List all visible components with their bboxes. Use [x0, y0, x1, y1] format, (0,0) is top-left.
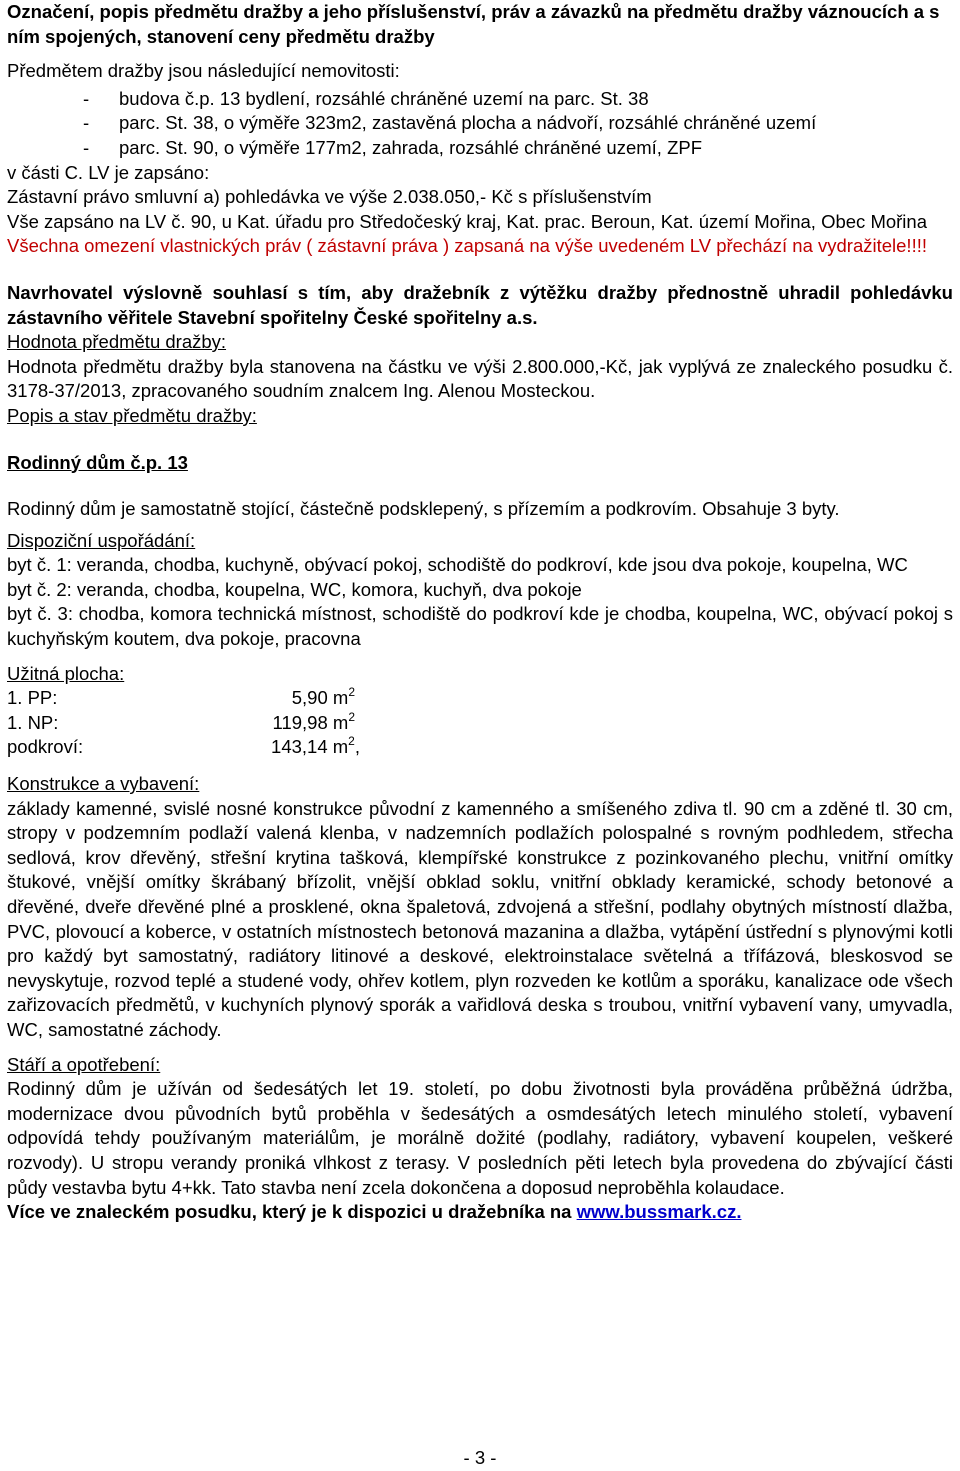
page-number: - 3 - — [463, 1447, 497, 1468]
house-description: Rodinný dům je samostatně stojící, částečně podsklepený, s přízemím a podkrovím. Obsahuje 3 byty. — [7, 498, 840, 520]
house-title: Rodinný dům č.p. 13 — [7, 451, 188, 473]
red-notice: Všechna omezení vlastnických práv ( zástavní práva ) zapsaná na výše uvedeném LV přechází na vydražitele!!!! — [7, 235, 927, 257]
flat-2: byt č. 2: veranda, chodba, koupelna, WC, komora, kuchyň, dva pokoje — [7, 578, 582, 600]
area-heading: Užitná plocha: — [7, 662, 125, 684]
area-row: 1. PP: 5,90 $m^2$ — [7, 685, 355, 709]
area-row: podkroví: 143,14 $m^2$, — [7, 734, 360, 758]
value-heading: Hodnota předmětu dražby: — [7, 331, 227, 353]
construction-heading: Konstrukce a vybavení: — [7, 773, 200, 795]
document-heading: Označení, popis předmětu dražby a jeho příslušenství, práv a závazků na předmětu dražby váznoucích a s ním spojených, stanovení ceny předmětu dražby — [7, 1, 940, 47]
area-row: 1. NP: 119,98 $m^2$ — [7, 709, 355, 733]
age-text: Rodinný dům je užíván od šedesátých let 19. století, po dobu životnosti byla prováděna průběžná údržba, modernizace dvou původních bytů proběhla v šedesátých a osmdesátých letech minulého století, vybavení odpovídá tehdy používaným materiálům, je morálně dožité (podlahy, radiátory, vybavení koupelen, veškeré rozvody). U stropu verandy proniká vlhkost z terasy. V posledních pěti letech byla provedena do zbývající části půdy vestavba bytu 4+kk. Tato stavba není zcela dokončena a doposud neproběhla kolaudace. — [7, 1078, 953, 1198]
lv-line: v části C. LV je zapsáno: — [7, 161, 210, 183]
value-text: Hodnota předmětu dražby byla stanovena na částku ve výši 2.800.000,-Kč, jak vyplývá ze znaleckého posudku č. 3178-37/2013, zpracovaného soudním znalcem Ing. Alenou Mosteckou. — [7, 355, 953, 402]
condition-heading: Popis a stav předmětu dražby: — [7, 404, 257, 426]
construction-text: základy kamenné, svislé nosné konstrukce původní z kamenného a smíšeného zdiva tl. 90 cm a zděné tl. 30 cm, stropy v podzemním podlaží valená klenba, v nadzemních podlažích polospalné s rovným podhledem, střecha sedlová, krov dřevěný, střešní krytina tašková, klempířské konstrukce z pozinkovaného plechu, vnitřní omítky štukové, vnější omítky škrábaný břízolit, vnější obklad soklu, vnitřní obklady keramické, schody betonové a dřevěné, dveře dřevěné plné a prosklené, okna špaletová, zdvojená a střešní, podlahy obytných místností dlažba, PVC, plovoucí a koberce, v ostatních místnostech betonová mazanina a dlažba, vytápění ústřední s plynovými kotli pro každý byt samostatný, radiátory litinové a deskové, elektroinstalace světelná a třífázová, bleskosvod se nevyskytuje, rozvod teplé a studené vody, ohřev kotlem, plyn rozveden ke kotlům a sporáku, kanalizace ode všech zařizovacích předmětů, v kuchyních plynový sporák a vařidlová deska s troubou, vnitřní vybavení vany, umyvadla, WC, samostatné záchody. — [7, 797, 953, 1040]
registry-line: Vše zapsáno na LV č. 90, u Kat. úřadu pro Středočeský kraj, Kat. prac. Beroun, Kat. území Mořina, Obec Mořina — [7, 210, 927, 232]
consent-paragraph: Navrhovatel výslovně souhlasí s tím, aby dražebník z výtěžku dražby přednostně uhradil pohledávku zástavního věřitele Stavební spořitelny České spořitelny a.s. — [7, 281, 953, 328]
list-item: - budova č.p. 13 bydlení, rozsáhlé chráněné uzemí na parc. St. 38 — [83, 87, 649, 109]
lien-line: Zástavní právo smluvní a) pohledávka ve výše 2.038.050,- Kč s příslušenstvím — [7, 186, 652, 208]
list-item: - parc. St. 90, o výměře 177m2, zahrada, rozsáhlé chráněné uzemí, ZPF — [83, 136, 703, 158]
age-heading: Stáří a opotřebení: — [7, 1053, 161, 1075]
website-link[interactable]: www.bussmark.cz. — [576, 1201, 742, 1223]
more-info: Více ve znaleckém posudku, který je k dispozici u dražebníka na www.bussmark.cz. — [7, 1201, 742, 1223]
intro-text: Předmětem dražby jsou následující nemovitosti: — [7, 60, 400, 82]
layout-heading: Dispoziční uspořádání: — [7, 529, 196, 551]
flat-3: byt č. 3: chodba, komora technická místnost, schodiště do podkroví kde je chodba, koupelna, WC, obývací pokoj s kuchyňským koutem, dva pokoje, pracovna — [7, 603, 953, 650]
property-list — [7, 87, 953, 161]
flat-1: byt č. 1: veranda, chodba, kuchyně, obývací pokoj, schodiště do podkroví, kde jsou dva pokoje, koupelna, WC — [7, 554, 908, 576]
list-item: - parc. St. 38, o výměře 323m2, zastavěná plocha a nádvoří, rozsáhlé chráněné uzemí — [83, 112, 817, 134]
